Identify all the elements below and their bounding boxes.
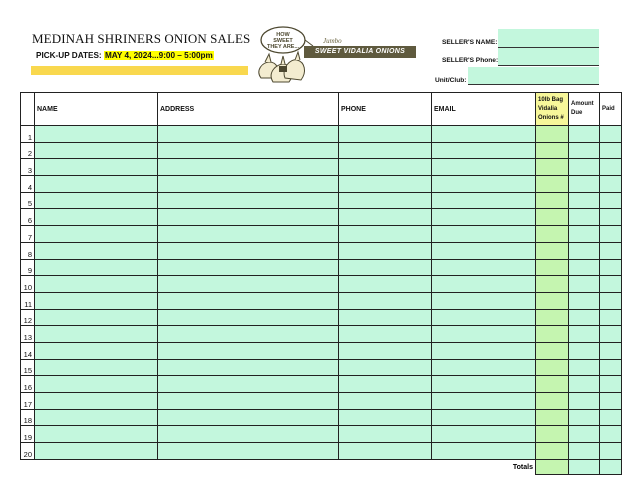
- name-cell[interactable]: [35, 326, 158, 343]
- paid-cell[interactable]: [600, 292, 622, 309]
- onions-cell[interactable]: [536, 359, 569, 376]
- phone-cell[interactable]: [339, 342, 432, 359]
- logo-tagline-line2: SWEET: [273, 38, 293, 44]
- orders-table: [20, 92, 622, 475]
- row-number: 19: [21, 426, 35, 443]
- email-cell[interactable]: [432, 159, 536, 176]
- amount-due-cell[interactable]: [569, 326, 600, 343]
- table-row: [21, 259, 622, 276]
- row-number: 6: [21, 209, 35, 226]
- table-row: [21, 226, 622, 243]
- table-row: [21, 176, 622, 193]
- phone-cell[interactable]: [339, 259, 432, 276]
- onions-cell[interactable]: [536, 376, 569, 393]
- row-number: 4: [21, 176, 35, 193]
- phone-cell[interactable]: [339, 176, 432, 193]
- phone-cell[interactable]: [339, 142, 432, 159]
- email-cell[interactable]: [432, 292, 536, 309]
- email-cell[interactable]: [432, 376, 536, 393]
- paid-cell[interactable]: [600, 409, 622, 426]
- logo-jumbo: Jumbo: [323, 37, 342, 45]
- address-cell[interactable]: [158, 209, 339, 226]
- name-cell[interactable]: [35, 342, 158, 359]
- name-cell[interactable]: [35, 192, 158, 209]
- amount-due-cell[interactable]: [569, 309, 600, 326]
- name-cell[interactable]: [35, 226, 158, 243]
- address-cell[interactable]: [158, 376, 339, 393]
- amount-due-cell[interactable]: [569, 126, 600, 143]
- paid-cell[interactable]: [600, 393, 622, 410]
- row-number: 8: [21, 242, 35, 259]
- onions-cell[interactable]: [536, 209, 569, 226]
- address-cell[interactable]: [158, 359, 339, 376]
- row-number: 11: [21, 292, 35, 309]
- totals-label: Totals: [432, 459, 536, 474]
- address-cell[interactable]: [158, 393, 339, 410]
- paid-cell[interactable]: [600, 359, 622, 376]
- header-amount-due: [569, 93, 600, 126]
- amount-due-cell[interactable]: [569, 426, 600, 443]
- amount-due-cell[interactable]: [569, 192, 600, 209]
- email-cell[interactable]: [432, 142, 536, 159]
- email-cell[interactable]: [432, 426, 536, 443]
- table-row: [21, 142, 622, 159]
- email-cell[interactable]: [432, 192, 536, 209]
- name-cell[interactable]: [35, 276, 158, 293]
- name-cell[interactable]: [35, 242, 158, 259]
- paid-cell[interactable]: [600, 426, 622, 443]
- email-cell[interactable]: [432, 359, 536, 376]
- address-cell[interactable]: [158, 176, 339, 193]
- logo-tagline-line1: HOW: [276, 32, 290, 38]
- address-cell[interactable]: [158, 309, 339, 326]
- header-name: NAME: [35, 93, 158, 126]
- address-cell[interactable]: [158, 443, 339, 460]
- amount-due-cell[interactable]: [569, 376, 600, 393]
- paid-cell[interactable]: [600, 259, 622, 276]
- phone-cell[interactable]: [339, 292, 432, 309]
- onions-cell[interactable]: [536, 126, 569, 143]
- onions-cell[interactable]: [536, 259, 569, 276]
- logo-brand-banner: SWEET VIDALIA ONIONS: [304, 46, 416, 58]
- email-cell[interactable]: [432, 309, 536, 326]
- amount-due-cell[interactable]: [569, 242, 600, 259]
- name-cell[interactable]: [35, 292, 158, 309]
- name-cell[interactable]: [35, 426, 158, 443]
- address-cell[interactable]: [158, 226, 339, 243]
- table-row: [21, 443, 622, 460]
- logo-tagline-line3: THEY ARE...: [266, 44, 300, 50]
- phone-cell[interactable]: [339, 426, 432, 443]
- name-cell[interactable]: [35, 393, 158, 410]
- header-email: EMAIL: [432, 93, 536, 126]
- name-cell[interactable]: [35, 126, 158, 143]
- email-cell[interactable]: [432, 259, 536, 276]
- table-row: [21, 192, 622, 209]
- table-row: [21, 242, 622, 259]
- onions-cell[interactable]: [536, 159, 569, 176]
- phone-cell[interactable]: [339, 209, 432, 226]
- phone-cell[interactable]: [339, 409, 432, 426]
- paid-cell[interactable]: [600, 209, 622, 226]
- table-row: [21, 426, 622, 443]
- table-row: [21, 393, 622, 410]
- amount-due-cell[interactable]: [569, 276, 600, 293]
- header-amount-line1: Amount: [571, 101, 594, 107]
- header-onions: [536, 93, 569, 126]
- table-row: [21, 276, 622, 293]
- header-onions-line3: Onions #: [538, 114, 564, 121]
- onions-cell[interactable]: [536, 242, 569, 259]
- onions-cell[interactable]: [536, 409, 569, 426]
- paid-cell[interactable]: [600, 226, 622, 243]
- amount-due-cell[interactable]: [569, 209, 600, 226]
- paid-cell[interactable]: [600, 242, 622, 259]
- address-cell[interactable]: [158, 242, 339, 259]
- table-row: [21, 342, 622, 359]
- amount-due-cell[interactable]: [569, 342, 600, 359]
- row-number: 20: [21, 443, 35, 460]
- phone-cell[interactable]: [339, 309, 432, 326]
- email-cell[interactable]: [432, 226, 536, 243]
- amount-due-cell[interactable]: [569, 176, 600, 193]
- phone-cell[interactable]: [339, 126, 432, 143]
- onions-cell[interactable]: [536, 326, 569, 343]
- table-row: [21, 209, 622, 226]
- row-number: 13: [21, 326, 35, 343]
- email-cell[interactable]: [432, 126, 536, 143]
- phone-cell[interactable]: [339, 359, 432, 376]
- amount-due-cell[interactable]: [569, 142, 600, 159]
- header-onions-line1: 10lb Bag: [538, 96, 564, 103]
- address-cell[interactable]: [158, 426, 339, 443]
- paid-cell[interactable]: [600, 142, 622, 159]
- email-cell[interactable]: [432, 242, 536, 259]
- address-cell[interactable]: [158, 142, 339, 159]
- onions-cell[interactable]: [536, 426, 569, 443]
- address-cell[interactable]: [158, 342, 339, 359]
- pickup-label: PICK-UP DATES:: [36, 51, 104, 60]
- email-cell[interactable]: [432, 276, 536, 293]
- highlight-bar: [31, 66, 248, 75]
- unit-club-label: Unit/Club:: [435, 77, 467, 84]
- email-cell[interactable]: [432, 409, 536, 426]
- name-cell[interactable]: [35, 176, 158, 193]
- amount-due-cell[interactable]: [569, 226, 600, 243]
- onions-cell[interactable]: [536, 276, 569, 293]
- name-cell[interactable]: [35, 443, 158, 460]
- name-cell[interactable]: [35, 259, 158, 276]
- paid-cell[interactable]: [600, 126, 622, 143]
- seller-name-label: SELLER'S NAME:: [442, 39, 498, 46]
- address-cell[interactable]: [158, 292, 339, 309]
- onions-cell[interactable]: [536, 443, 569, 460]
- amount-due-cell[interactable]: [569, 359, 600, 376]
- onions-cell[interactable]: [536, 393, 569, 410]
- table-row: [21, 126, 622, 143]
- address-cell[interactable]: [158, 326, 339, 343]
- totals-spacer: [21, 459, 432, 474]
- paid-cell[interactable]: [600, 342, 622, 359]
- header-onions-line2: Vidalia: [538, 105, 558, 112]
- name-cell[interactable]: [35, 409, 158, 426]
- name-cell[interactable]: [35, 376, 158, 393]
- email-cell[interactable]: [432, 443, 536, 460]
- phone-cell[interactable]: [339, 242, 432, 259]
- paid-cell[interactable]: [600, 276, 622, 293]
- phone-cell[interactable]: [339, 192, 432, 209]
- onions-cell[interactable]: [536, 226, 569, 243]
- table-row: [21, 326, 622, 343]
- row-number: 1: [21, 126, 35, 143]
- page-title: MEDINAH SHRINERS ONION SALES: [32, 31, 251, 46]
- onions-cell[interactable]: [536, 342, 569, 359]
- total-paid-cell[interactable]: [600, 459, 622, 474]
- row-number: 2: [21, 142, 35, 159]
- email-cell[interactable]: [432, 326, 536, 343]
- phone-cell[interactable]: [339, 376, 432, 393]
- paid-cell[interactable]: [600, 176, 622, 193]
- row-number: 14: [21, 342, 35, 359]
- onions-cell[interactable]: [536, 142, 569, 159]
- row-number: 18: [21, 409, 35, 426]
- header-paid: Paid: [600, 93, 622, 126]
- email-cell[interactable]: [432, 342, 536, 359]
- row-number: 15: [21, 359, 35, 376]
- row-number: 12: [21, 309, 35, 326]
- row-number: 3: [21, 159, 35, 176]
- total-onions-cell[interactable]: [536, 459, 569, 474]
- table-row: [21, 376, 622, 393]
- name-cell[interactable]: [35, 142, 158, 159]
- name-cell[interactable]: [35, 159, 158, 176]
- row-number: 16: [21, 376, 35, 393]
- row-number: 10: [21, 276, 35, 293]
- phone-cell[interactable]: [339, 443, 432, 460]
- row-number: 5: [21, 192, 35, 209]
- address-cell[interactable]: [158, 259, 339, 276]
- phone-cell[interactable]: [339, 393, 432, 410]
- name-cell[interactable]: [35, 359, 158, 376]
- amount-due-cell[interactable]: [569, 292, 600, 309]
- table-row: [21, 359, 622, 376]
- amount-due-cell[interactable]: [569, 409, 600, 426]
- amount-due-cell[interactable]: [569, 259, 600, 276]
- seller-phone-label: SELLER'S Phone:: [442, 57, 499, 64]
- table-row: [21, 309, 622, 326]
- amount-due-cell[interactable]: [569, 159, 600, 176]
- header-number: [21, 93, 35, 126]
- table-row: [21, 159, 622, 176]
- onions-cell[interactable]: [536, 176, 569, 193]
- phone-cell[interactable]: [339, 226, 432, 243]
- paid-cell[interactable]: [600, 159, 622, 176]
- address-cell[interactable]: [158, 409, 339, 426]
- email-cell[interactable]: [432, 209, 536, 226]
- address-cell[interactable]: [158, 276, 339, 293]
- email-cell[interactable]: [432, 393, 536, 410]
- onions-cell[interactable]: [536, 292, 569, 309]
- table-row: [21, 292, 622, 309]
- totals-row: [21, 459, 622, 474]
- header-phone: PHONE: [339, 93, 432, 126]
- address-cell[interactable]: [158, 126, 339, 143]
- pickup-dates: [36, 51, 214, 60]
- table-header-row: [21, 93, 622, 126]
- paid-cell[interactable]: [600, 326, 622, 343]
- name-cell[interactable]: [35, 209, 158, 226]
- seller-name-field[interactable]: [498, 29, 599, 48]
- pickup-value: MAY 4, 2024...9:00 – 5:00pm: [104, 51, 213, 60]
- total-amount-due-cell[interactable]: [569, 459, 600, 474]
- paid-cell[interactable]: [600, 376, 622, 393]
- onions-cell[interactable]: [536, 192, 569, 209]
- header-amount-line2: Due: [571, 110, 583, 116]
- seller-phone-field[interactable]: [498, 48, 599, 66]
- paid-cell[interactable]: [600, 443, 622, 460]
- header-address: ADDRESS: [158, 93, 339, 126]
- email-cell[interactable]: [432, 176, 536, 193]
- paid-cell[interactable]: [600, 309, 622, 326]
- paid-cell[interactable]: [600, 192, 622, 209]
- row-number: 17: [21, 393, 35, 410]
- amount-due-cell[interactable]: [569, 443, 600, 460]
- row-number: 7: [21, 226, 35, 243]
- row-number: 9: [21, 259, 35, 276]
- onions-cell[interactable]: [536, 309, 569, 326]
- address-cell[interactable]: [158, 192, 339, 209]
- phone-cell[interactable]: [339, 276, 432, 293]
- address-cell[interactable]: [158, 159, 339, 176]
- amount-due-cell[interactable]: [569, 393, 600, 410]
- name-cell[interactable]: [35, 309, 158, 326]
- table-row: [21, 409, 622, 426]
- phone-cell[interactable]: [339, 326, 432, 343]
- unit-club-field[interactable]: [468, 67, 599, 85]
- phone-cell[interactable]: [339, 159, 432, 176]
